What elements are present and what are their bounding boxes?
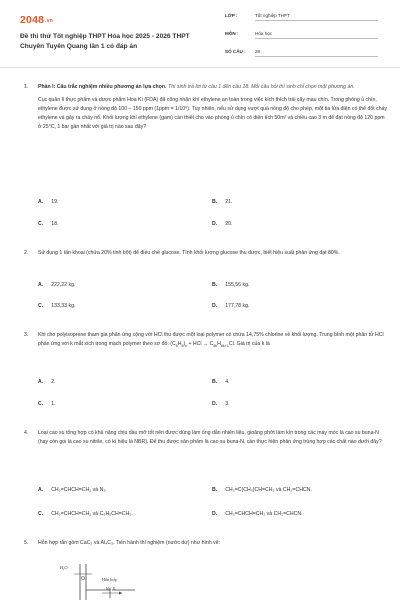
option-b[interactable]: B. 21. xyxy=(212,199,233,205)
option-a[interactable]: A. 19. xyxy=(38,199,59,205)
site-logo[interactable]: 2048.vn xyxy=(20,14,53,26)
meta-value: Tốt nghiệp THPT xyxy=(255,13,290,18)
option-c[interactable]: C. 133,33 kg. xyxy=(38,303,76,309)
question-number: 4. xyxy=(24,430,29,436)
part-heading xyxy=(38,83,388,92)
option-d[interactable]: D. 177,78 kg. xyxy=(212,303,250,309)
option-d[interactable]: D. 3. xyxy=(212,401,230,407)
option-a[interactable]: A. 222,22 kg. xyxy=(38,282,76,288)
meta-row-count xyxy=(225,49,385,67)
water-label: H₂O xyxy=(60,565,68,570)
exam-meta xyxy=(225,13,385,67)
question-number: 2. xyxy=(24,250,29,256)
part-label: Phần I: Câu trắc nghiệm nhiều phương án lựa chọn. xyxy=(38,84,167,90)
question-text: Hỗn hợp rắn gồm CaC₂ và Al₄C₃. Tiến hành thí nghiệm (nước dư) như hình vẽ: xyxy=(38,540,221,546)
question-number: 3. xyxy=(24,332,29,338)
question-text: Cục quản lí thực phẩm và dược phẩm Hoa Kì (FDA) đã công nhận khí ethylene an toàn trong việc kích thích trái cây mau chín. Trong phòng ủ chín, ethylene được sử dụng ở nồng độ 100 – 150 ppm (1ppm = 1/10⁶). Tuy nhiên, nếu sử dụng vượt quá nồng độ cho phép, một tia lửa điện có thể đốt cháy ethylene và gây ra cháy nổ. Khối lượng khí ethylene (gam) cần thiết cho vào phòng ủ chín có diện tích 50m² và chiều cao 3 m để đạt nồng độ 120 ppm ở 25°C, 1 bar gần nhất với giá trị nào sau đây? xyxy=(38,97,388,130)
option-d[interactable]: D. 20. xyxy=(212,221,233,227)
header-divider xyxy=(0,67,400,68)
page-header xyxy=(0,0,400,66)
part-instruction: Thí sinh trả lời từ câu 1 đến câu 18. Mỗi câu hỏi thí sinh chỉ chọn một phương án. xyxy=(167,84,355,90)
exam-title-line1: Đề thi thử Tốt nghiệp THPT Hóa học 2025 - 2026 THPT xyxy=(20,33,190,40)
meta-row-subject xyxy=(225,31,385,49)
meta-key: SỐ CÂU : xyxy=(225,49,246,54)
option-b[interactable]: B. CH₂=C(CH₃)CH=CH₂ và CH₂=CHCN. xyxy=(212,487,312,493)
option-b[interactable]: B. 4. xyxy=(212,379,230,385)
question-text: Sử dụng 1 tấn khoai (chứa 20% tinh bột) để điều chế glucose. Tính khối lượng glucose thu được, biết hiệu suất phản ứng đạt 80%. xyxy=(38,250,340,256)
option-b[interactable]: B. 155,56 kg. xyxy=(212,282,250,288)
question-number: 5. xyxy=(24,540,29,546)
meta-key: MÔN : xyxy=(225,31,239,36)
mixture-label: Hỗn hợp xyxy=(102,577,117,582)
meta-key: LỚP : xyxy=(225,13,238,18)
option-c[interactable]: C. CH₂=CHCH=CH₂ và C₆H₅CH=CH₂. xyxy=(38,511,133,517)
experiment-diagram xyxy=(40,560,170,600)
option-c[interactable]: C. 18. xyxy=(38,221,59,227)
question-number: 1. xyxy=(24,84,29,90)
meta-underline xyxy=(255,20,378,21)
meta-row-class xyxy=(225,13,385,31)
gas-label: khí X xyxy=(106,586,116,591)
meta-underline xyxy=(255,56,378,57)
exam-title xyxy=(20,32,235,52)
option-a[interactable]: A. CH₂=CHCH=CH₂ và N₂. xyxy=(38,487,107,493)
option-d[interactable]: D. CH₂=CHCH=CH₂ và CH₂=CHCN. xyxy=(212,511,303,517)
option-c[interactable]: C. 1. xyxy=(38,401,56,407)
question-text: Loại cao su tổng hợp có khả năng chịu dầu mỡ tốt nên được dùng làm ống dẫn nhiên liệu, gioăng phớt làm kín trong các máy móc là cao su buna-N (hay còn gọi là cao su nitrile, có kí hiệu là NBR). Để thu được sản phẩm là cao su buna-N, cần thực hiện phản ứng trùng hợp các chất nào dưới đây? xyxy=(38,430,382,445)
exam-title-line2: Chuyên Tuyên Quang lần 1 có đáp án xyxy=(20,43,138,50)
question-text: Khi cho polyisoprene tham gia phản ứng cộng với HCl thu được một loại polymer có chứa 14,75% chlorine về khối lượng. Trung bình một phân tử HCl phản ứng với k mắt xích trong mạch polymer theo sơ đồ: $(C_5H_8)_k$ + HCl → $C_{5k}H_{8k+1}Cl$. Giá trị của k là xyxy=(38,332,384,349)
meta-value: Hóa học xyxy=(255,31,273,36)
meta-value: 28 xyxy=(255,49,261,54)
meta-underline xyxy=(255,38,378,39)
option-a[interactable]: A. 2. xyxy=(38,379,56,385)
